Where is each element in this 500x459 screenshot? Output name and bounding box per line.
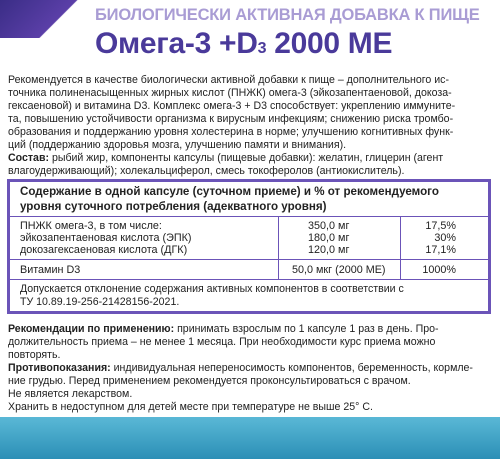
row-name: докозагексаеновая кислота (ДГК)	[20, 244, 188, 256]
usage-section	[8, 323, 492, 414]
table-note	[20, 283, 478, 309]
usage-line: повторять.	[8, 349, 61, 361]
not-drug-note: Не является лекарством.	[8, 388, 133, 400]
composition	[8, 152, 492, 165]
composition-label: Состав:	[8, 152, 49, 164]
table-column-divider	[400, 216, 401, 279]
row-amount: 120,0 мг	[308, 244, 350, 256]
row-percent: 17,1%	[425, 244, 456, 256]
intro-line: ций (поддержанию здоровья мозга, улучшению памяти и внимания).	[8, 139, 347, 151]
table-header-line: уровня суточного потребления (адекватного уровня)	[20, 200, 327, 213]
storage-note: Хранить в недоступном для детей месте при температуре не выше 25° С.	[8, 401, 373, 413]
table-divider	[10, 259, 488, 260]
intro-line: Рекомендуется в качестве биологически активной добавки к пище – дополнительного ис-	[8, 74, 449, 86]
usage	[8, 323, 492, 336]
table-header	[20, 184, 480, 214]
row-name: эйкозапентаеновая кислота (ЭПК)	[20, 232, 192, 244]
row-percent: 17,5%	[425, 220, 456, 232]
row-percent: 30%	[434, 232, 456, 244]
intro-section	[8, 74, 492, 178]
usage-text: принимать взрослым по 1 капсуле 1 раз в день. Про-	[174, 323, 439, 335]
table-divider	[10, 279, 488, 280]
row-amount: 350,0 мг	[308, 220, 350, 232]
row-name: Витамин D3	[20, 264, 81, 276]
row-percent: 1000%	[422, 264, 456, 276]
composition-line: влагоудерживающий); холекальциферол, смесь токоферолов (антиокислитель).	[8, 165, 405, 177]
composition-text: рыбий жир, компоненты капсулы (пищевые добавки): желатин, глицерин (агент	[49, 152, 444, 164]
row-name: ПНЖК омега-3, в том числе:	[20, 220, 162, 232]
supplement-label: БИОЛОГИЧЕСКИ АКТИВНАЯ ДОБАВКА К ПИЩЕ	[95, 6, 480, 24]
nutrition-table	[7, 179, 491, 314]
corner-decoration	[0, 0, 90, 38]
title-subscript: 3	[257, 40, 267, 57]
intro-line: точника полиненасыщенных жирных кислот (ПНЖК) омега-3 (эйкозапентаеновой, докоза-	[8, 87, 452, 99]
bottom-color-bar	[0, 417, 500, 459]
usage-line: должительность приема – не менее 1 месяца. При необходимости курс приема можно	[8, 336, 436, 348]
product-title	[95, 27, 492, 61]
row-amount: 50,0 мкг (2000 МЕ)	[292, 264, 386, 276]
title-main: Омега-3 +D	[95, 27, 258, 60]
contra-label: Противопоказания:	[8, 362, 111, 374]
intro-line: гексаеновой) и витамина D3. Комплекс омега-3 + D3 способствует: укреплению иммуните-	[8, 100, 456, 112]
table-header-line: Содержание в одной капсуле (суточном приеме) и % от рекомендуемого	[20, 185, 439, 198]
title-rest: 2000 МЕ	[266, 27, 393, 60]
table-column-divider	[278, 216, 279, 279]
table-divider	[10, 216, 488, 217]
table-note-line: ТУ 10.89.19-256-21428156-2021.	[20, 296, 180, 308]
contraindications	[8, 362, 492, 375]
table-note-line: Допускается отклонение содержания активных компонентов в соответствии с	[20, 283, 404, 295]
row-amount: 180,0 мг	[308, 232, 350, 244]
intro-line: та, повышению устойчивости организма к вирусным инфекциям; снижению риска тромбо-	[8, 113, 454, 125]
intro-line: образования и поддержанию уровня холестерина в норме; улучшению когнитивных функ-	[8, 126, 454, 138]
usage-label: Рекомендации по применению:	[8, 323, 175, 335]
contra-line: ние грудью. Перед применением рекомендуется проконсультироваться с врачом.	[8, 375, 411, 387]
contra-text: индивидуальная непереносимость компонентов, беременность, кормле-	[110, 362, 473, 374]
